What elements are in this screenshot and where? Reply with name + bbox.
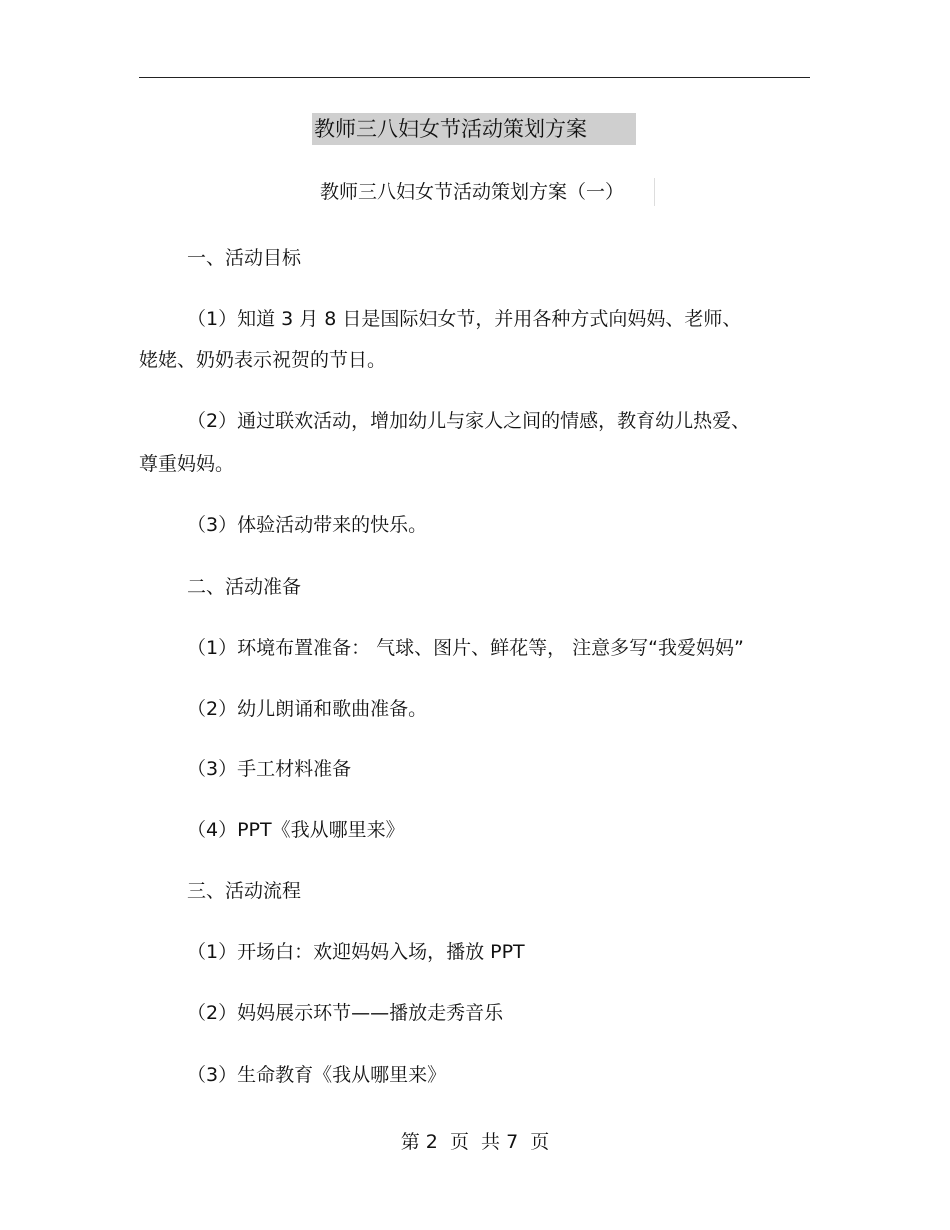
header-rule	[139, 77, 810, 78]
section-heading-preparation: 二、活动准备	[187, 576, 302, 598]
section-heading-process: 三、活动流程	[187, 880, 302, 902]
paragraph-goal-2-line-2: 尊重妈妈。	[139, 453, 235, 475]
paragraph-goal-3: （3）体验活动带来的快乐。	[187, 514, 428, 536]
paragraph-process-3: （3）生命教育《我从哪里来》	[187, 1064, 447, 1086]
section-heading-goals: 一、活动目标	[187, 247, 302, 269]
page-number-footer: 第 2 页 共 7 页	[400, 1131, 550, 1153]
paragraph-goal-1-line-1: （1）知道 3 月 8 日是国际妇女节，并用各种方式向妈妈、老师、	[187, 308, 742, 330]
paragraph-process-2: （2）妈妈展示环节——播放走秀音乐	[187, 1002, 504, 1024]
paragraph-prep-3: （3）手工材料准备	[187, 758, 352, 780]
paragraph-process-1: （1）开场白：欢迎妈妈入场，播放 PPT	[187, 941, 525, 963]
paragraph-goal-1-line-2: 姥姥、奶奶表示祝贺的节日。	[139, 349, 387, 371]
paragraph-prep-1: （1）环境布置准备： 气球、图片、鲜花等， 注意多写“我爱妈妈”	[187, 637, 744, 659]
document-subtitle: 教师三八妇女节活动策划方案（一）	[320, 178, 655, 206]
document-title: 教师三八妇女节活动策划方案	[312, 113, 636, 145]
paragraph-prep-2: （2）幼儿朗诵和歌曲准备。	[187, 698, 428, 720]
paragraph-prep-4: （4）PPT《我从哪里来》	[187, 819, 405, 841]
paragraph-goal-2-line-1: （2）通过联欢活动，增加幼儿与家人之间的情感，教育幼儿热爱、	[187, 410, 751, 432]
